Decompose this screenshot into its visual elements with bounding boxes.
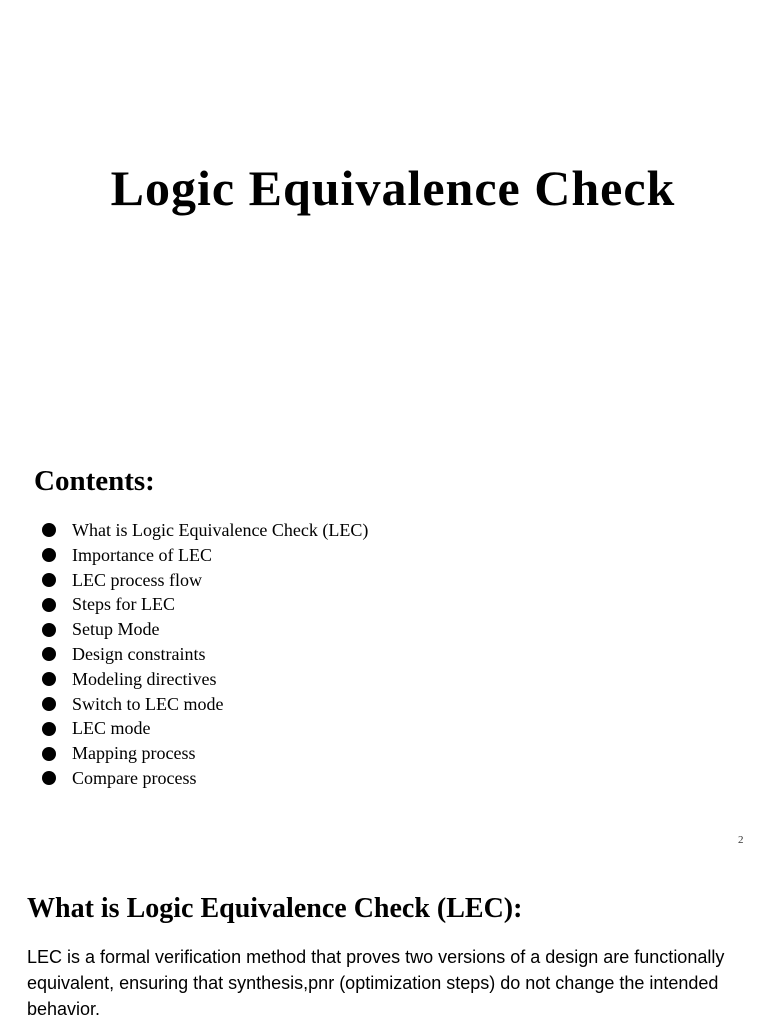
list-item: [40, 667, 368, 692]
list-item: [40, 642, 368, 667]
bullet-icon: [42, 722, 56, 736]
list-item-label: Compare process: [72, 767, 197, 788]
list-item-label: Mapping process: [72, 743, 196, 764]
list-item-label: LEC mode: [72, 718, 151, 739]
list-item: [40, 543, 368, 568]
list-item: [40, 692, 368, 717]
list-item: [40, 617, 368, 642]
bullet-icon: [42, 548, 56, 562]
bullet-icon: [42, 623, 56, 637]
section-heading: What is Logic Equivalence Check (LEC):: [27, 893, 523, 924]
document-title: Logic Equivalence Check: [110, 160, 676, 216]
contents-list: [40, 518, 368, 791]
bullet-icon: [42, 771, 56, 785]
bullet-icon: [42, 523, 56, 537]
bullet-icon: [42, 747, 56, 761]
bullet-icon: [42, 647, 56, 661]
bullet-icon: [42, 598, 56, 612]
list-item-label: Importance of LEC: [72, 544, 212, 565]
bullet-icon: [42, 697, 56, 711]
list-item: [40, 568, 368, 593]
bullet-icon: [42, 573, 56, 587]
list-item: [40, 766, 368, 791]
list-item-label: Steps for LEC: [72, 594, 175, 615]
list-item: [40, 741, 368, 766]
list-item-label: LEC process flow: [72, 569, 202, 590]
list-item: [40, 592, 368, 617]
list-item-label: Design constraints: [72, 643, 206, 664]
list-item-label: Setup Mode: [72, 619, 160, 640]
list-item-label: Switch to LEC mode: [72, 693, 224, 714]
list-item: [40, 716, 368, 741]
bullet-icon: [42, 672, 56, 686]
contents-heading: Contents:: [34, 465, 155, 497]
list-item-label: What is Logic Equivalence Check (LEC): [72, 520, 369, 540]
page-number: 2: [738, 834, 744, 846]
list-item-label: Modeling directives: [72, 668, 217, 689]
section-paragraph: LEC is a formal verification method that proves two versions of a design are functionally equivalent, ensuring that synthesis,pnr (optimization steps) do not change the intended behavior.: [27, 947, 725, 1019]
list-item: [40, 518, 368, 543]
